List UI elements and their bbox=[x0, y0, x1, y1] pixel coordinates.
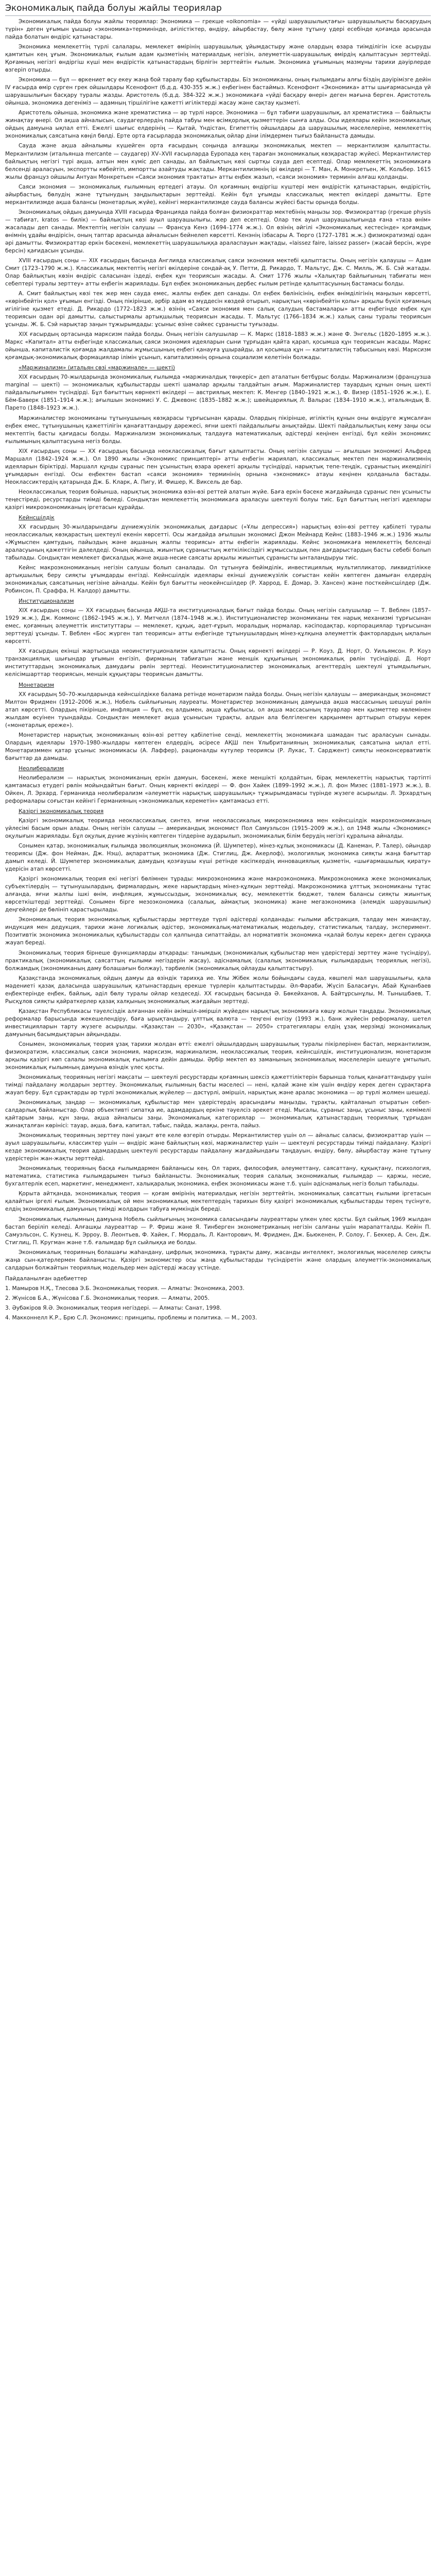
paragraph: Маржиналистер экономиканы тұтынушының көзқарасы тұрғысынан қарады. Олардың пікірінше, игіліктің құнын оны өндіруге жұмсалған еңбек емес, тұтынушының қажеттілігін қанағаттандыру дәрежесі, яғни шекті пайдалылығы анықтайды. Шекті пайдалылықтың кему заңы осы мектептің басты қағидасы болды. Маржинализм экономикалық талдауға математикалық әдістерді кеңінен енгізді, бұл кейін экономикс ғылымының қалыптасуына негіз болды. bbox=[5, 415, 431, 445]
page-title: Экономикалық пайда болуы жайлы теориялар bbox=[5, 3, 431, 16]
paragraph: Экономика мемлекеттің түрлі салалары, мемлекет өмірінің шаруашылық ұйымдастыру және олардың өзара тиімділігін іске асыруды қамтитын кең ұғым. Экономикалық ғылым адам қызметінің материалдық негізін, әлеуметтік-шаруашылық өмірдің қалыптасуын зерттейді. Қоғамның негізгі өндіргіш күші мен өндірістік қатынастардың бірлігін зерттейтін ғылым. Экономика ұғымының мазмұны тарихи дәуірлерде өзгеріп отырды. bbox=[5, 44, 431, 74]
paragraph: Экономикалық заңдар — экономикалық құбылыстар мен үдерістердің арасындағы маңызды, тұрақты, қайталанып отыратын себеп-салдарлық байланыстар. Олар объективті сипатқа ие, адамдардың еркіне тәуелсіз әрекет етеді. Мысалы, сұраныс заңы, ұсыныс заңы, кемімелі қайтарым заңы, құн заңы, ақша айналысы заңы. Экономикалық категориялар — экономикалық қатынастардың теориялық тұрғыдан жинақталған көрінісі: тауар, ақша, баға, капитал, табыс, пайда, жалақы, рента, пайыз. bbox=[5, 1099, 431, 1129]
paragraph: Сонымен, экономикалық теория ұзақ тарихи жолдан өтті: ежелгі ойшылдардың шаруашылық туралы пікірлерінен бастап, меркантилизм, физиократизм, классикалық саяси экономия, марксизм, маржинализм, неоклассикалық теория, кейнсшілдік, институционализм, монетаризм арқылы қазіргі көп салалы экономикалық ғылымға дейін дамыды. Әрбір мектеп өз заманының экономикалық мәселелерін шешуге ұмтылып, экономикалық ғылымның дамуына өзіндік үлес қосты. bbox=[5, 1041, 431, 1071]
paragraph: Қазақстан Республикасы тәуелсіздік алғаннан кейін әкімшіл-әміршіл жүйеден нарықтық экономикаға көшу жолын таңдады. Экономикалық реформалар барысында жекешелендіру, баға ырықтандыру, ұлттық валюта — теңгені енгізу (1993 ж.), банк жүйесін реформалау, шетел инвестицияларын тарту жүзеге асырылды. «Қазақстан — 2030», «Қазақстан — 2050» стратегиялары елдің ұзақ мерзімді экономикалық дамуының басымдықтарын айқындады. bbox=[5, 1008, 431, 1038]
paragraph: А. Смит байлықтың көзі тек жер мен сауда емес, жалпы еңбек деп санады. Ол еңбек бөлінісінің, еңбек өнімділігінің маңызын көрсетті, «көрінбейтін қол» ұғымын енгізді. Оның пікірінше, әрбір адам өз мүддесін көздей отырып, нарықтың «көрінбейтін қолы» арқылы бүкіл қоғамның игілігіне қызмет етеді. Д. Рикардо (1772–1823 ж.ж.) өзінің «Саяси экономия мен салық салудың бастамалары» атты еңбегінде еңбек құн теориясын одан әрі дамытты, салыстырмалы артықшылық теориясын жасады. Т. Мальтус (1766–1834 ж.ж.) халық саны туралы теориясын ұсынды. Ж. Б. Сэй нарықтар заңын тұжырымдады: ұсыныс өзіне сәйкес сұранысты туғызады. bbox=[5, 291, 431, 328]
references bbox=[5, 1275, 431, 1322]
paragraph: Экономикалық ғылымның дамуына Нобель сыйлығының экономика саласындағы лауреаттары үлкен үлес қосты. Бұл сыйлық 1969 жылдан бастап беріліп келеді. Алғашқы лауреаттар — Р. Фриш және Я. Тинберген эконометриканың негізін салғаны үшін марапатталды. Кейін П. Самуэльсон, С. Кузнец, К. Эрроу, В. Леонтьев, Ф. Хайек, Г. Мюрдаль, Л. Канторович, М. Фридмен, Дж. Бьюкенен, Р. Солоу, Г. Беккер, А. Сен, Дж. Стиглиц, П. Кругман және т.б. ғалымдар бұл сыйлыққа ие болды. bbox=[5, 1216, 431, 1246]
paragraph: Экономикалық теория экономикалық құбылыстарды зерттеуде түрлі әдістерді қолданады: ғылыми абстракция, талдау мен жинақтау, индукция мен дедукция, тарихи және логикалық әдістер, экономикалық-математикалық модельдеу, статистикалық талдау, эксперимент. Позитивтік экономика экономикалық құбылыстарды сол қалпында сипаттайды, ал нормативтік экономика «қалай болуы керек» деген сұраққа жауап береді. bbox=[5, 917, 431, 946]
reference-item: 2. Жүнісов Б.А., Жүнісова Г.Б. Экономикалық теория. — Алматы, 2005. bbox=[5, 1295, 210, 1301]
paragraph: Экономикалық теория бірнеше функцияларды атқарады: танымдық (экономикалық құбылыстар мен үдерістерді зерттеу және түсіндіру), практикалық (экономикалық саясаттың ғылыми негіздерін жасау), әдіснамалық (салалық экономикалық ғылымдардың теориялық негізі), болжамдық (экономиканың даму болашағын болжау), тәрбиелік (экономикалық ойлауды қалыптастыру). bbox=[5, 950, 431, 972]
section-heading: Монетаризм bbox=[19, 682, 54, 688]
paragraph: Қазіргі экономикалық теория екі негізгі бөлімнен тұрады: микроэкономика және макроэкономика. Микроэкономика жеке экономикалық субъектілердің — тұтынушылардың, фирмалардың, жеке нарықтардың мінез-құлқын зерттейді. Макроэкономика ұлттық экономиканы тұтас алғанда, яғни жалпы ішкі өнім, инфляция, жұмыссыздық, экономикалық өсу, мемлекеттік бюджет, төлем балансы сияқты жиынтық көрсеткіштерді зерттейді. Сонымен бірге мезоэкономика (салалық, аймақтық экономика) және мегаэкономика (әлемдік шаруашылық) деңгейлері де бөлініп қарастырылады. bbox=[5, 876, 431, 913]
paragraph: XX ғасырдың екінші жартысында неоинституционализм қалыптасты. Оның көрнекті өкілдері — Р. Коуз, Д. Норт, О. Уильямсон. Р. Коуз транзакциялық шығындар ұғымын енгізіп, фирманың табиғатын және меншік құқығының экономикалық рөлін түсіндірді. Д. Норт институттардың экономикалық дамудағы рөлін зерттеді. Неоинституционалистер экономикалық агенттердің шектеулі ұтымдылығын, келісімшарттар теориясын, меншік құқықтары теориясын дамытты. bbox=[5, 648, 431, 678]
paragraph: XIX ғасырдың соңы — XX ғасырдың басында неоклассикалық бағыт қалыптасты. Оның негізін салушы — ағылшын экономисі Альфред Маршалл (1842–1924 ж.ж.). Ол 1890 жылы «Экономикс принциптері» атты еңбегін жариялап, классикалық мектеп пен маржинализмнің идеяларын біріктірді. Маршалл құнды сұраныс пен ұсыныстың өзара әрекеті арқылы түсіндірді, нарықтық тепе-теңдік, сұраныстың икемділігі ұғымдарын енгізді. Осы еңбектен бастап «саяси экономия» терминінің орнына «экономикс» атауы кеңінен қолданыла бастады. Неоклассиктердің қатарында Дж. Б. Кларк, А. Пигу, И. Фишер, К. Виксель де бар. bbox=[5, 448, 431, 485]
paragraph: Экономикалық пайда болуы жайлы теориялар: Экономика — грекше «oikonomia» — «үйді шаруашылықтағы» шаруашылықты басқарудың түрін» деген ұғымын ұышыр «экономика»терминінде, ағілістіктер, өндіру, айырбастау, бөлу және тұтыну үдері есебінде қоғамда арасында пайда болатын өндіріс қатынастары. bbox=[5, 19, 431, 41]
reference-item: 4. Макконнелл К.Р., Брю С.Л. Экономикс: принципы, проблемы и политика. — М., 2003. bbox=[5, 1314, 257, 1321]
paragraph: Монетаристер нарықтық экономиканың өзін-өзі реттеу қабілетіне сенді, мемлекеттің экономикаға шамадан тыс араласуын сынады. Олардың идеялары 1970–1980-жылдары көптеген елдердің, әсіресе АҚШ пен Ұлыбританияның экономикалық саясатына ықпал етті. Монетаризммен қатар ұсыныс экономикасы (А. Лаффер), рационалды күтулер теориясы (Р. Лукас, Т. Сарджент) сияқты неоконсервативтік бағыттар да дамыды. bbox=[5, 732, 431, 761]
paragraph: Қазақстанда экономикалық ойдың дамуы да өзіндік тарихқа ие. Ұлы Жібек жолы бойындағы сауда, көшпелі мал шаруашылығы, қала мәдениеті қазақ даласында шаруашылық қатынастардың ерекше түрлерін қалыптастырды. Әл-Фараби, Жүсіп Баласағұн, Абай Құнанбаев еңбектерінде еңбек, байлық, әділ бөлу туралы ойлар кездеседі. XX ғасырдың басында Ә. Бөкейханов, А. Байтұрсынұлы, М. Тынышбаев, Т. Рысқұлов сияқты қайраткерлер қазақ халқының экономикалық жағдайын зерттеді. bbox=[5, 975, 431, 1005]
paragraph: Экономикалық теорияның басқа ғылымдармен байланысы кең. Ол тарих, философия, әлеуметтану, саясаттану, құқықтану, психология, математика, статистика ғылымдарымен тығыз байланысты. Экономикалық теория салалық экономикалық ғылымдар — қаржы, несие, бухгалтерлік есеп, маркетинг, менеджмент, халықаралық экономика, еңбек экономикасы және т.б. үшін әдіснамалық негіз болып табылады. bbox=[5, 1165, 431, 1188]
paragraph: Экономикалық теорияның негізгі мақсаты — шектеулі ресурстарды қоғамның шексіз қажеттіліктерін барынша толық қанағаттандыру үшін тиімді пайдалану жолдарын зерттеу. Экономикалық ғылымның басты мәселесі — нені, қалай және кім үшін өндіру керек деген сұрақтарға жауап беру. Бұл сұрақтарды әр түрлі экономикалық жүйелер — дәстүрлі, әміршіл, нарықтық және аралас экономика — әр түрлі жолмен шешеді. bbox=[5, 1074, 431, 1096]
paragraph: XX ғасырдың 30-жылдарындағы дүниежүзілік экономикалық дағдарыс («Ұлы депрессия») нарықтың өзін-өзі реттеу қабілеті туралы неоклассикалық көзқарастың шектеулі екенін көрсетті. Осы жағдайда ағылшын экономисі Джон Мейнард Кейнс (1883–1946 ж.ж.) 1936 жылы «Жұмыспен қамтудың, пайыздың және ақшаның жалпы теориясы» атты еңбегін жариялады. Кейнс экономикаға мемлекеттің белсенді араласуының қажеттігін дәлелдеді. Оның ойынша, жиынтық сұраныстың жеткіліксіздігі жұмыссыздық пен дағдарыстардың басты себебі болып табылады. Сондықтан мемлекет фискалдық және ақша-несие саясаты арқылы жиынтық сұранысты ынталандыруы тиіс. bbox=[5, 523, 431, 562]
paragraph: Экономика — бұл — өркениет өсу екеу жаңа бой таралу бар құбылыстарды. Біз экономиканы, оның ғылымдағы алғы біздің дәуірімізге дейін IV ғасырда өмір сүрген грек ойшылдары Ксенофонт (б.д.д. 430-355 ж.ж.) еңбегінен бастаймыз. Ксенофонт «Экономика» атты шығармасында үй шаруашылығын басқару туралы жазды. Аристотель (б.д.д. 384-322 ж.ж.) экономикаға «үйді басқару өнері» деген мағына берген. Аристотель ойынша, экономика дегеніміз — адамның тіршілігіне қажетті игіліктерді жасау және сақтау қызметі. bbox=[5, 77, 431, 107]
paragraph: XIX ғасырдың 70-жылдарында экономикалық ғылымда «маржиналдық төңкеріс» деп аталатын бетбұрыс болды. Маржинализм (французша marginal — шекті) — экономикалық құбылыстарды шекті шамалар арқылы талдайтын ағым. Маржиналистер тауардың құнын оның шекті пайдалылығымен түсіндірді. Бұл бағыттың көрнекті өкілдері — австриялық мектеп: К. Менгер (1840–1921 ж.ж.), Ф. Визер (1851–1926 ж.ж.), Е. Бём-Баверк (1851–1914 ж.ж.); ағылшын экономисі У. С. Джевонс (1835–1882 ж.ж.); швейцариялық Л. Вальрас (1834–1910 ж.ж.), итальяндық В. Парето (1848–1923 ж.ж.). bbox=[5, 374, 431, 412]
reference-item: 3. Әубәкіров Я.Ә. Экономикалық теория негіздері. — Алматы: Санат, 1998. bbox=[5, 1304, 222, 1311]
paragraph: XIX ғасырдың соңы — XX ғасырдың басында АҚШ-та институционалдық бағыт пайда болды. Оның негізін салушылар — Т. Веблен (1857–1929 ж.ж.), Дж. Коммонс (1862–1945 ж.ж.), У. Митчелл (1874–1948 ж.ж.). Институционалистер экономиканы тек нарық механизмі тұрғысынан емес, қоғамның әлеуметтік институттары — мемлекет, құқық, әдет-ғұрып, моральдық нормалар, кәсіподақтар, корпорациялар тұрғысынан зерттеуді ұсынды. Т. Веблен «Бос жүрген тап теориясы» атты еңбегінде тұтынушылардың мінез-құлқына әлеуметтік факторлардың ықпалын көрсетті. bbox=[5, 607, 431, 645]
paragraph: XX ғасырдың 50–70-жылдарында кейнсшілдікке балама ретінде монетаризм пайда болды. Оның негізін қалаушы — американдық экономист Милтон Фридмен (1912–2006 ж.ж.), Нобель сыйлығының лауреаты. Монетаристер экономиканың дамуында ақша массасының шешуші рөлін атап көрсетті. Олардың пікірінше, инфляция — бұл, ең алдымен, ақша құбылысы, ол ақша массасының тауарлар мен қызметтер көлемінен жылдам өсуінен туындайды. Сондықтан мемлекет ақша ұсынысын тұрақты, алдын ала белгіленген қарқынмен арттырып отыруы керек («монетарлық ереже»). bbox=[5, 691, 431, 728]
references-heading: Пайдаланылған әдебиеттер bbox=[5, 1275, 88, 1282]
section-heading: Институционализм bbox=[19, 598, 74, 605]
paragraph: Қорыта айтқанда, экономикалық теория — қоғам өмірінің материалдық негізін зерттейтін, экономикалық саясаттың ғылыми іргетасын қалайтын іргелі ғылым. Экономикалық ой мен экономикалық мектептердің тарихын білу қазіргі экономикалық құбылыстарды терең түсінуге, елдің экономикалық дамуының тиімді жолдарын табуға мүмкіндік береді. bbox=[5, 1191, 431, 1213]
paragraph: Сауда және ақша айналымы күшейген орта ғасырдың соңында алғашқы экономикалық мектеп — меркантилизм қалыптасты. Меркантилизм (итальянша mercante — саудагер) XV–XVII ғасырларда Еуропада кең тараған экономикалық көзқарастар жүйесі. Меркантилистер байлықтың негізгі түрі ақша, алтын мен күміс деп санады, ал байлықтың көзі сыртқы сауда деп есептеді. Олар мемлекеттің экономикаға белсенді араласуын, экспортты көбейтіп, импортты азайтуды жақтады. Меркантилизмнің ірі өкілдері — Т. Ман, А. Монкретьен, Ж. Кольбер. 1615 жылы француз ойшылы Антуан Монкретьен «Саяси экономия трактаты» атты еңбек жазып, «саяси экономия» терминін алғаш қолданды. bbox=[5, 143, 431, 180]
paragraph: XVIII ғасырдың соңы — XIX ғасырдың басында Англияда классикалық саяси экономия мектебі қалыптасты. Оның негізін қалаушы — Адам Смит (1723–1790 ж.ж.). Классикалық мектептің негізгі өкілдеріне сондай-ақ У. Петти, Д. Рикардо, Т. Мальтус, Дж. С. Милль, Ж. Б. Сэй жатады. Олар байлықтың көзін өндіріс саласынан іздеді, еңбек құн теориясын жасады. А. Смит 1776 жылы «Халықтар байлығының табиғаты мен себептері туралы зерттеу» атты еңбегін жариялады. Бұл еңбек экономиканың дербес ғылым ретінде қалыптасуының бастамасы болды. bbox=[5, 257, 431, 287]
references-list bbox=[5, 1285, 431, 1322]
section-heading: «Маржинализм» (итальян сөзі «маржинале» — шекті) bbox=[19, 365, 175, 371]
paragraph: Кейнс макроэкономиканың негізін салушы болып саналады. Ол тұтынуға бейімділік, инвестициялық мультипликатор, ликвидтілікке артықшылық беру сияқты ұғымдарды енгізді. Кейнсшілдік идеялары екінші дүниежүзілік соғыстан кейін көптеген дамыған елдердің экономикалық саясатының негізіне айналды. Кейін бұл бағытты неокейнсшілдер (Р. Харрод, Е. Домар, Э. Хансен) және посткейнсшілдер (Дж. Робинсон, П. Сраффа, Н. Калдор) дамытты. bbox=[5, 565, 431, 595]
section-heading: Кейнсшілдік bbox=[19, 514, 55, 521]
paragraph: Экономикалық теорияның болашағы жаһандану, цифрлық экономика, тұрақты даму, жасанды интеллект, экологиялық мәселелер сияқты жаңа сын-қатерлермен байланысты. Қазіргі экономистер осы жаңа құбылыстарды түсіндіретін және олардың әлеуметтік-экономикалық салдарын болжайтын теориялық модельдер мен әдістерді жасау үстінде. bbox=[5, 1249, 431, 1271]
paragraph: Аристотель ойынша, экономика және хрематистика — әр түрлі нәрсе. Экономика — бұл табиғи шаруашылық, ал хрематистика — байлықты жинақтау өнері. Ол ақша айналысын, саудагерлердің пайда табуы мен өсімқорлық қызметтерін сынға алды. Осы идеялары кейін экономикалық ойдың дамуына ықпал етті. Ежелгі шығыс елдерінің — Қытай, Үндістан, Египеттің ойшылдары да шаруашылық мәселелеріне, мемлекеттің экономикалық саясатына көңіл бөлді. Ерте орта ғасырларда экономикалық ойлар діни ілімдермен тығыз байланыста дамыды. bbox=[5, 110, 431, 140]
paragraph: Неолиберализм — нарықтық экономиканың еркін дамуын, бәсекені, жеке меншікті қолдайтын, бірақ мемлекеттің нарықтық тәртіпті қамтамасыз етудегі рөлін мойындайтын бағыт. Оның көрнекті өкілдері — Ф. фон Хайек (1899–1992 ж.ж.), Л. фон Мизес (1881–1973 ж.ж.), В. Ойкен, Л. Эрхард. Германияда неолиберализм «әлеуметтік нарықтық шаруашылық» тұжырымдамасы түрінде жүзеге асырылды. Л. Эрхардтың реформалары соғыстан кейінгі Германияның «экономикалық кереметін» қамтамасыз етті. bbox=[5, 774, 431, 804]
paragraph: Қазіргі экономикалық теорияда неоклассикалық синтез, яғни неоклассикалық микроэкономика мен кейнсшілдік макроэкономиканың үйлесімі басым орын алады. Оның негізін салушы — американдық экономист Пол Самуэльсон (1915–2009 ж.ж.), ол 1948 жылы «Экономикс» оқулығын жариялады. Бұл оқулық дүние жүзінің көптеген тілдеріне аударылып, экономикалық білім берудің негізгі құралына айналды. bbox=[5, 818, 431, 840]
section-heading: Неолиберализм bbox=[19, 765, 64, 772]
paragraph: Сонымен қатар, экономикалық ғылымда эволюциялық экономика (Й. Шумпетер), мінез-құлық экономикасы (Д. Канеман, Р. Талер), ойындар теориясы (Дж. фон Нейман, Дж. Нэш), ақпараттық экономика (Дж. Стиглиц, Дж. Акерлоф), экологиялық экономика сияқты жаңа бағыттар дамып келеді. Й. Шумпетер экономикалық дамудың қозғаушы күші ретінде кәсіпкердің инновациялық қызметін, «шығармашылық қирату» үдерісін атап көрсетті. bbox=[5, 843, 431, 873]
paragraph: Экономикалық ойдың дамуында XVIII ғасырда Францияда пайда болған физиократтар мектебінің маңызы зор. Физиократтар (грекше physis — табиғат, kratos — билік) — байлықтың көзі ауыл шаруашылығы, жер деп есептеді. Олар тек ауыл шаруашылығында ғана «таза өнім» жасалады деп санады. Мектептің негізін салушы — Франсуа Кенэ (1694–1774 ж.ж.). Ол өзінің әйгілі «Экономикалық кестесінде» қоғамдық өнімнің ұдайы өндірісін, оның таптар арасында айналысын бейнелеп көрсетті. Кенэнің ізбасары А. Тюрго (1727–1781 ж.ж.) физиократизмді одан әрі дамытты. Физиократтар еркін бәсекені, мемлекеттің шаруашылыққа араласпауын жақтады, «laissez faire, laissez passer» (жасай берсін, жүре берсін) қағидасын ұсынды. bbox=[5, 209, 431, 254]
reference-item: 1. Мамыров Н.Қ., Тлесова Э.Б. Экономикалық теория. — Алматы: Экономика, 2003. bbox=[5, 1285, 245, 1292]
paragraph: Неоклассикалық теория бойынша, нарықтық экономика өзін-өзі реттей алатын жүйе. Баға еркін бәсеке жағдайында сұраныс пен ұсынысты теңестіреді, ресурстарды тиімді бөледі. Сондықтан мемлекеттің экономикаға араласуы шектеулі болуы тиіс. Бұл бағыттың негізгі идеялары қазіргі микроэкономиканың іргетасын құрайды. bbox=[5, 488, 431, 511]
article-body bbox=[5, 18, 431, 1272]
paragraph: Экономикалық теорияның зерттеу пәні уақыт өте келе өзгеріп отырды. Меркантилистер үшін ол — айналыс саласы, физиократтар үшін — ауыл шаруашылығы, классиктер үшін — өндіріс және байлықтың көзі, маржиналистер үшін — шектеулі ресурстарды тиімді пайдалану. Қазіргі кезде экономикалық теория адамдардың шектеулі ресурстарды пайдалану жағдайындағы таңдауын, өндіру, бөлу, айырбастау және тұтыну үдерістерін жан-жақты зерттейді. bbox=[5, 1132, 431, 1162]
paragraph: Саяси экономия — экономикалық ғылымның ертедегі атауы. Ол қоғамның өндіргіш күштері мен өндірістік қатынастарын, өндірістің, айырбастың, бөлудің және тұтынудың заңдылықтарын зерттейді. Кейін бұл ұғымды классикалық мектеп өкілдері дамытты. Ерте меркантилизмде ақша балансы (монетарлық жүйе), кейінгі меркантилизмде сауда балансы жүйесі басты орында болды. bbox=[5, 183, 431, 206]
paragraph: XIX ғасырдың ортасында марксизм пайда болды. Оның негізін салушылар — К. Маркс (1818–1883 ж.ж.) және Ф. Энгельс (1820–1895 ж.ж.). Маркс «Капитал» атты еңбегінде классикалық саяси экономия идеяларын сыни тұрғыдан қайта қарап, қосымша құн теориясын жасады. Маркс ойынша, капиталистік қоғамда жалдамалы жұмысшының еңбегі қанауға ұшырайды, ал қосымша құн — капиталистің табысының көзі. Марксизм қоғамдық-экономикалық формациялар ілімін ұсынып, капитализмнің орнына социализм келетінін болжады. bbox=[5, 331, 431, 361]
section-heading: Қазіргі экономикалық теория bbox=[19, 808, 104, 815]
